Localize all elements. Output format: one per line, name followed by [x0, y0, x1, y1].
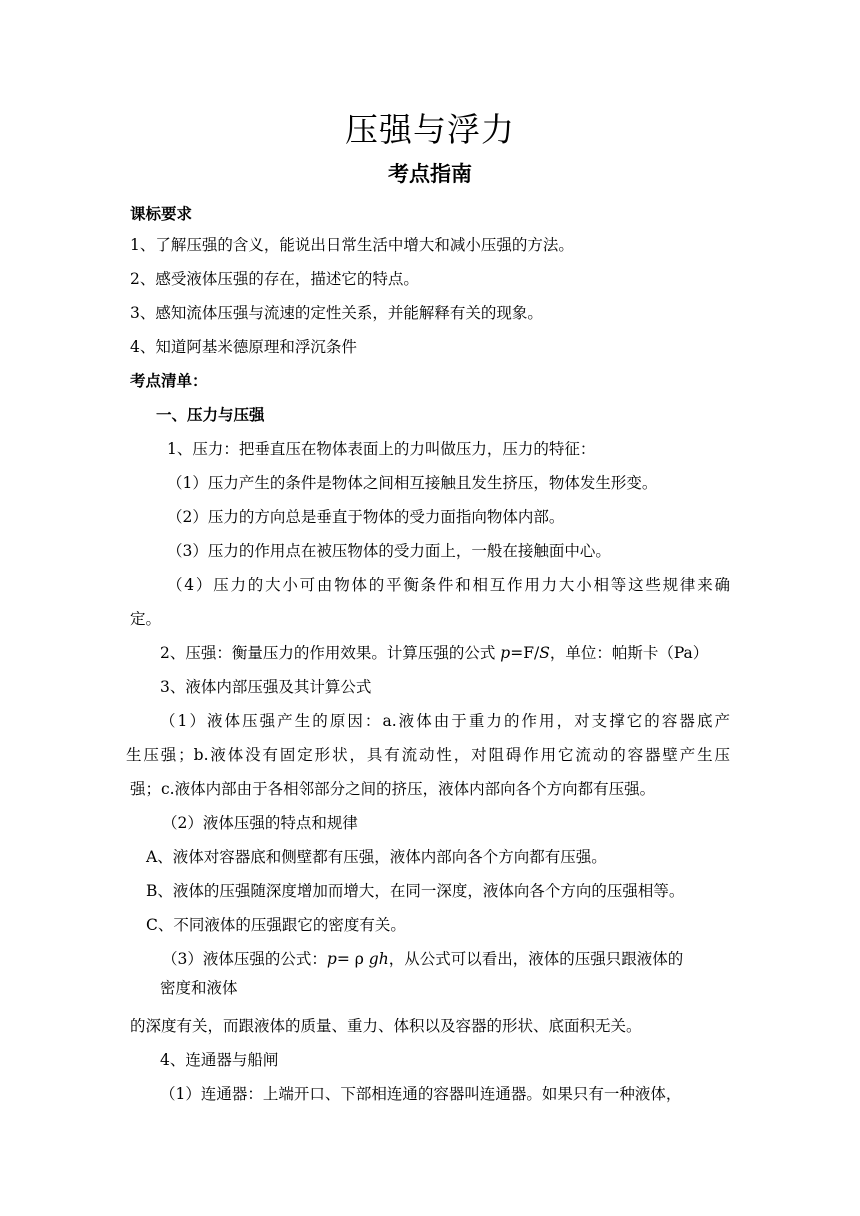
text-span: （3）液体压强的公式：	[162, 950, 327, 968]
paragraph-line: C、不同液体的压强跟它的密度有关。	[146, 916, 406, 934]
page-title: 压强与浮力	[345, 110, 515, 149]
curriculum-item: 4、知道阿基米德原理和浮沉条件	[130, 338, 357, 356]
paragraph-line: （2）液体压强的特点和规律	[162, 814, 358, 832]
text-span: ，单位：帕斯卡（Pa）	[549, 644, 709, 662]
paragraph-line: 1、压力：把垂直压在物体表面上的力叫做压力，压力的特征：	[167, 440, 596, 458]
curriculum-item: 2、感受液体压强的存在，描述它的特点。	[130, 270, 419, 288]
paragraph-line: （1）压力产生的条件是物体之间相互接触且发生挤压，物体发生形变。	[167, 474, 658, 492]
text-span: 2、压强：衡量压力的作用效果。计算压强的公式	[160, 644, 501, 662]
paragraph-line: 定。	[130, 610, 162, 628]
text-span: ，从公式可以看出，液体的压强只跟液体的	[388, 950, 684, 968]
page-subtitle: 考点指南	[388, 161, 472, 186]
text-span: =F/	[510, 644, 540, 662]
paragraph-line: 生压强；b.液体没有固定形状，具有流动性，对阻碍作用它流动的容器壁产生压	[126, 746, 730, 764]
variable-s: S	[539, 644, 550, 662]
variable-p: p	[326, 950, 337, 968]
section-heading-checklist: 考点清单：	[130, 371, 208, 390]
paragraph-line: 密度和液体	[160, 979, 238, 997]
variable-gh: gh	[368, 950, 389, 968]
curriculum-item: 3、感知流体压强与流速的定性关系，并能解释有关的现象。	[130, 304, 543, 322]
section-heading-curriculum: 课标要求	[130, 204, 193, 223]
paragraph-line: 3、液体内部压强及其计算公式	[160, 678, 372, 696]
paragraph-line: 4、连通器与船闸	[160, 1051, 279, 1069]
paragraph-line: B、液体的压强随深度增加而增大，在同一深度，液体向各个方向的压强相等。	[146, 882, 685, 900]
paragraph-line: （2）压力的方向总是垂直于物体的受力面指向物体内部。	[167, 508, 565, 526]
paragraph-line: （1）连通器：上端开口、下部相连通的容器叫连通器。如果只有一种液体，	[160, 1085, 682, 1103]
paragraph-line: （3）压力的作用点在被压物体的受力面上，一般在接触面中心。	[167, 542, 611, 560]
liquid-formula-line	[162, 949, 683, 969]
paragraph-line: A、液体对容器底和侧壁都有压强，液体内部向各个方向都有压强。	[146, 848, 607, 866]
text-span: = ρ	[336, 950, 369, 968]
pressure-formula-line	[160, 643, 708, 663]
paragraph-line: 强；c.液体内部由于各相邻部分之间的挤压，液体内部向各个方向都有压强。	[130, 780, 656, 798]
paragraph-line: 的深度有关，而跟液体的质量、重力、体积以及容器的形状、底面积无关。	[130, 1017, 642, 1035]
subsection-heading: 一、压力与压强	[156, 405, 265, 424]
curriculum-item: 1、了解压强的含义，能说出日常生活中增大和减小压强的方法。	[130, 236, 574, 254]
variable-p: p	[500, 644, 511, 662]
paragraph-line: （1）液体压强产生的原因：a.液体由于重力的作用，对支撑它的容器底产	[160, 712, 730, 730]
paragraph-line: （4）压力的大小可由物体的平衡条件和相互作用力大小相等这些规律来确	[167, 576, 730, 594]
